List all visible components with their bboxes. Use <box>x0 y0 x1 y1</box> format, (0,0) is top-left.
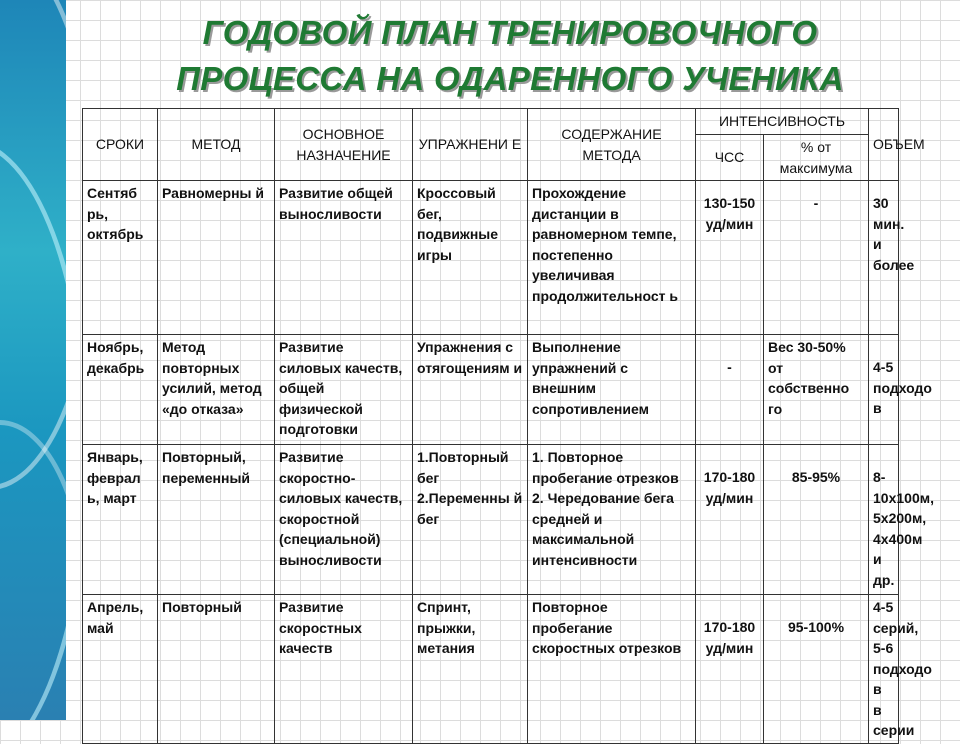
cell-percent: 85-95% <box>764 445 869 595</box>
cell-method: Метод повторных усилий, метод «до отказа» <box>158 335 275 445</box>
cell-percent: 95-100% <box>764 595 869 744</box>
cell-content: 1. Повторное пробегание отрезков 2. Чередование бега средней и максимальной интенсивности <box>528 445 696 595</box>
table-row <box>83 445 899 595</box>
cell-content: Прохождение дистанции в равномерном темпе, постепенно увеличивая продолжительност ь <box>528 181 696 335</box>
header-hr: ЧСС <box>696 135 764 181</box>
cell-percent: Вес 30-50% от собственно го <box>764 335 869 445</box>
cell-volume: 30 мин. и более <box>869 181 899 335</box>
page-title <box>70 10 950 102</box>
page-title-line-2: ПРОЦЕССА НА ОДАРЕННОГО УЧЕНИКА <box>176 60 844 97</box>
training-plan-table <box>82 108 934 744</box>
cell-exercise: Спринт, прыжки, метания <box>413 595 528 744</box>
cell-volume: 4-5 серий, 5-6 подходо в в серии <box>869 595 899 744</box>
header-percent: % от максимума <box>764 135 869 181</box>
header-intensity: ИНТЕНСИВНОСТЬ <box>696 109 869 135</box>
cell-exercise: Кроссовый бег, подвижные игры <box>413 181 528 335</box>
decorative-arc <box>0 420 66 720</box>
header-content: СОДЕРЖАНИЕ МЕТОДА <box>528 109 696 181</box>
cell-hr: - <box>696 335 764 445</box>
decorative-side-panel <box>0 0 66 720</box>
cell-volume: 8-10х100м, 5х200м, 4х400м и др. <box>869 445 899 595</box>
cell-volume: 4-5 подходо в <box>869 335 899 445</box>
cell-hr: 130-150 уд/мин <box>696 181 764 335</box>
cell-method: Равномерны й <box>158 181 275 335</box>
cell-content: Выполнение упражнений с внешним сопротивлением <box>528 335 696 445</box>
cell-method: Повторный, переменный <box>158 445 275 595</box>
cell-period: Ноябрь, декабрь <box>83 335 158 445</box>
cell-hr: 170-180 уд/мин <box>696 595 764 744</box>
table-row <box>83 595 899 744</box>
cell-percent: - <box>764 181 869 335</box>
header-method: МЕТОД <box>158 109 275 181</box>
cell-period: Январь, феврал ь, март <box>83 445 158 595</box>
cell-period: Апрель, май <box>83 595 158 744</box>
cell-period: Сентяб рь, октябрь <box>83 181 158 335</box>
header-period: СРОКИ <box>83 109 158 181</box>
table-row <box>83 181 899 335</box>
cell-method: Повторный <box>158 595 275 744</box>
cell-purpose: Развитие общей выносливости <box>275 181 413 335</box>
cell-exercise: Упражнения с отягощениям и <box>413 335 528 445</box>
cell-purpose: Развитие силовых качеств, общей физической подготовки <box>275 335 413 445</box>
page-title-line-1: ГОДОВОЙ ПЛАН ТРЕНИРОВОЧНОГО <box>202 14 818 51</box>
cell-purpose: Развитие скоростных качеств <box>275 595 413 744</box>
cell-content: Повторное пробегание скоростных отрезков <box>528 595 696 744</box>
header-volume: ОБЪЕМ <box>869 109 899 181</box>
cell-purpose: Развитие скоростно-силовых качеств, скоростной (специальной) выносливости <box>275 445 413 595</box>
header-row <box>83 109 899 135</box>
cell-exercise: 1.Повторный бег 2.Переменны й бег <box>413 445 528 595</box>
header-exercise: УПРАЖНЕНИ Е <box>413 109 528 181</box>
cell-hr: 170-180 уд/мин <box>696 445 764 595</box>
header-purpose: ОСНОВНОЕ НАЗНАЧЕНИЕ <box>275 109 413 181</box>
table-row <box>83 335 899 445</box>
